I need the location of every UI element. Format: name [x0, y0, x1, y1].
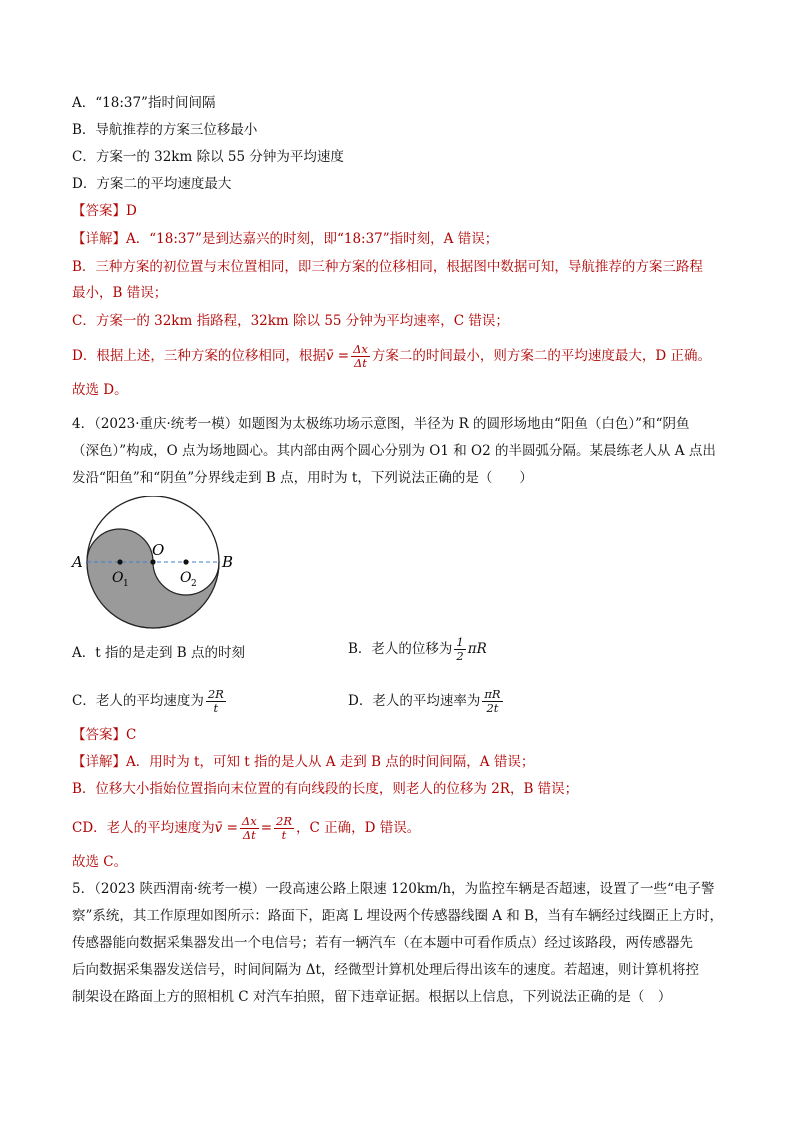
q3-detail-b2: 最小，B 错误； [72, 285, 168, 301]
q4-detail-cd: CD．老人的平均速度为v̄ = $\frac{\Delta x}{\Delta t}$ = $\frac{2R}{t}$ ，C 正确，D 错误。 [72, 814, 421, 842]
point-o [150, 559, 155, 564]
detail-tag: 【详解】 [72, 231, 126, 247]
q3-option-b: B．导航推荐的方案三位移最小 [72, 122, 258, 138]
q3-detail-d: D．根据上述，三种方案的位移相同，根据v̄ = $\frac{\Delta x}{\Delta t}$ 方案二的时间最小，则方案二的平均速度最大，D 正确。 [72, 342, 711, 370]
label-o2: O [180, 570, 192, 586]
fraction-2r-t: $\frac{2R}{t}$ [276, 814, 292, 842]
label-b: B [222, 553, 234, 571]
fraction-pir-2t: $\frac{\pi R}{2t}$ [484, 687, 501, 715]
q3-option-c: C．方案一的 32km 除以 55 分钟为平均速度 [72, 149, 344, 165]
q4-detail-b: B．位移大小指始位置指向末位置的有向线段的长度，则老人的位移为 2R，B 错误； [72, 781, 579, 797]
label-o: O [152, 541, 165, 559]
q3-option-a: A．“18:37”指时间间隔 [72, 95, 216, 111]
label-o1: O [112, 570, 124, 586]
taiji-diagram [66, 496, 246, 636]
label-a: A [72, 553, 83, 571]
fraction-2r-t: $\frac{2R}{t}$ [207, 687, 224, 715]
q5-line4: 后向数据采集器发送信号，时间间隔为 Δt，经微型计算机处理后得出该车的速度。若超速，则计算机将控 [72, 962, 699, 978]
q4-conclusion: 故选 C。 [72, 854, 128, 870]
q4-detail-a: 【详解】A．用时为 t，可知 t 指的是人从 A 走到 B 点的时间间隔，A 错误； [72, 754, 535, 770]
q3-conclusion: 故选 D。 [72, 382, 128, 398]
q5-line2: 察”系统，其工作原理如图所示：路面下，距离 L 埋设两个传感器线圈 A 和 B，当有车辆经过线圈正上方时， [72, 908, 723, 924]
fraction-half: $\frac{1}{2}$ [456, 635, 464, 663]
q4-stem-line2: （深色）”构成，O 点为场地圆心。其内部由两个圆心分别为 O1 和 O2 的半圆弧分隔。某晨练老人从 A 点出 [72, 443, 716, 459]
q3-answer: 【答案】D [72, 203, 137, 219]
label-o2-sub: 2 [191, 579, 197, 589]
fraction-dx-dt: $\frac{\Delta x}{\Delta t}$ [241, 814, 257, 842]
point-o1 [117, 559, 122, 564]
q4-option-c: C．老人的平均速度为 $\frac{2R}{t}$ [72, 687, 224, 715]
q4-stem-line1: 4．（2023·重庆·统考一模）如题图为太极练功场示意图，半径为 R 的圆形场地由“阳鱼（白色）”和“阴鱼 [72, 416, 690, 432]
q5-line5: 制架设在路面上方的照相机 C 对汽车拍照，留下违章证据。根据以上信息，下列说法正确的是（ ） [72, 989, 672, 1005]
q3-option-d: D．方案二的平均速度最大 [72, 176, 232, 192]
q4-option-d: D．老人的平均速率为 $\frac{\pi R}{2t}$ [348, 687, 501, 715]
q3-detail-c: C．方案一的 32km 指路程，32km 除以 55 分钟为平均速率，C 错误； [72, 313, 509, 329]
point-o2 [183, 559, 188, 564]
q4-option-a: A．t 指的是走到 B 点的时刻 [72, 645, 245, 661]
q3-detail-a: 【详解】A．“18:37”是到达嘉兴的时刻，即“18:37”指时刻，A 错误； [72, 231, 499, 247]
q5-line1: 5．（2023 陕西渭南·统考一模）一段高速公路上限速 120km/h，为监控车辆是否超速，设置了一些“电子警 [72, 881, 715, 897]
label-o1-sub: 1 [123, 579, 129, 589]
detail-tag: 【详解】 [72, 754, 126, 770]
v-bar: v̄ = [325, 348, 350, 364]
q4-stem-line3: 发沿“阳鱼”和“阴鱼”分界线走到 B 点，用时为 t，下列说法正确的是（ ） [72, 470, 533, 486]
fraction-dx-dt: $\frac{\Delta x}{\Delta t}$ [353, 342, 368, 370]
q3-detail-b1: B．三种方案的初位置与末位置相同，即三种方案的位移相同，根据图中数据可知，导航推荐的方案三路程 [72, 259, 703, 275]
q4-answer: 【答案】C [72, 727, 137, 743]
q5-line3: 传感器能向数据采集器发出一个电信号；若有一辆汽车（在本题中可看作质点）经过该路段，两传感器先 [72, 935, 693, 951]
q4-option-b: B．老人的位移为 $\frac{1}{2}$ πR [348, 635, 487, 663]
